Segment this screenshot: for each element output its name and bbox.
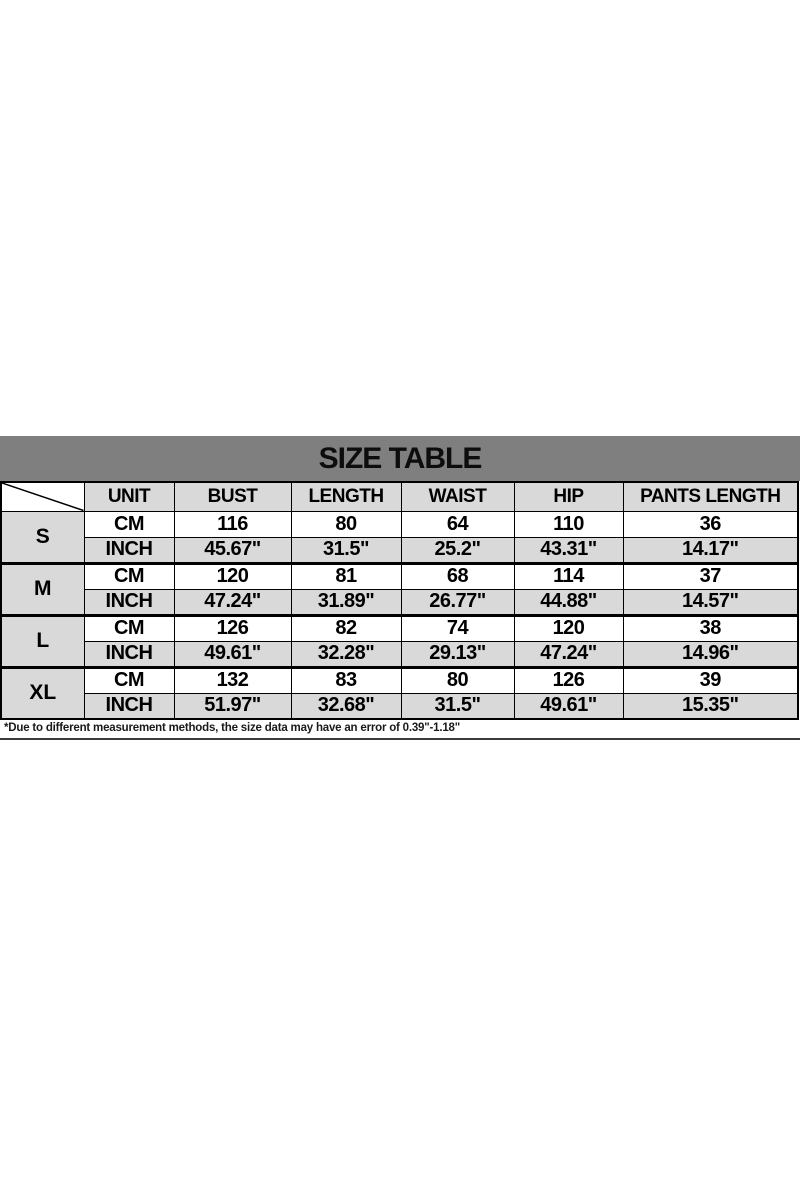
unit-cell: INCH: [84, 589, 174, 615]
value-cell: 37: [623, 563, 798, 589]
value-cell: 14.57": [623, 589, 798, 615]
value-cell: 126: [514, 667, 623, 693]
col-header-bust: BUST: [174, 482, 291, 511]
value-cell: 15.35": [623, 693, 798, 719]
unit-cell: INCH: [84, 537, 174, 563]
value-cell: 29.13": [401, 641, 514, 667]
unit-cell: INCH: [84, 641, 174, 667]
value-cell: 110: [514, 511, 623, 537]
table-row-xl-inch: [1, 693, 798, 719]
value-cell: 39: [623, 667, 798, 693]
value-cell: 64: [401, 511, 514, 537]
unit-cell: INCH: [84, 693, 174, 719]
value-cell: 68: [401, 563, 514, 589]
footnote: *Due to different measurement methods, the size data may have an error of 0.39"-1.18": [4, 722, 460, 734]
table-row-m-cm: [1, 563, 798, 589]
value-cell: 43.31": [514, 537, 623, 563]
size-label-m: M: [1, 563, 84, 615]
col-header-pants-length: PANTS LENGTH: [623, 482, 798, 511]
size-chart: [0, 436, 800, 740]
value-cell: 132: [174, 667, 291, 693]
value-cell: 14.17": [623, 537, 798, 563]
size-diagonal-cell: [1, 482, 84, 511]
col-header-length: LENGTH: [291, 482, 401, 511]
table-row-m-inch: [1, 589, 798, 615]
value-cell: 83: [291, 667, 401, 693]
value-cell: 74: [401, 615, 514, 641]
value-cell: 49.61": [514, 693, 623, 719]
value-cell: 32.68": [291, 693, 401, 719]
value-cell: 14.96": [623, 641, 798, 667]
size-label-s: S: [1, 511, 84, 563]
value-cell: 120: [174, 563, 291, 589]
table-row-l-cm: [1, 615, 798, 641]
table-row-s-inch: [1, 537, 798, 563]
value-cell: 47.24": [514, 641, 623, 667]
value-cell: 31.89": [291, 589, 401, 615]
header-row: [1, 482, 798, 511]
value-cell: 38: [623, 615, 798, 641]
value-cell: 44.88": [514, 589, 623, 615]
table-row-xl-cm: [1, 667, 798, 693]
table-row-s-cm: [1, 511, 798, 537]
value-cell: 31.5": [401, 693, 514, 719]
col-header-unit: UNIT: [84, 482, 174, 511]
value-cell: 32.28": [291, 641, 401, 667]
unit-cell: CM: [84, 563, 174, 589]
col-header-waist: WAIST: [401, 482, 514, 511]
value-cell: 26.77": [401, 589, 514, 615]
value-cell: 120: [514, 615, 623, 641]
value-cell: 80: [401, 667, 514, 693]
value-cell: 25.2": [401, 537, 514, 563]
col-header-hip: HIP: [514, 482, 623, 511]
unit-cell: CM: [84, 615, 174, 641]
unit-cell: CM: [84, 511, 174, 537]
value-cell: 51.97": [174, 693, 291, 719]
size-label-l: L: [1, 615, 84, 667]
value-cell: 82: [291, 615, 401, 641]
value-cell: 81: [291, 563, 401, 589]
size-label-xl: XL: [1, 667, 84, 719]
value-cell: 80: [291, 511, 401, 537]
value-cell: 116: [174, 511, 291, 537]
value-cell: 36: [623, 511, 798, 537]
value-cell: 114: [514, 563, 623, 589]
unit-cell: CM: [84, 667, 174, 693]
size-table-title: SIZE TABLE: [0, 436, 800, 481]
table-row-l-inch: [1, 641, 798, 667]
value-cell: 47.24": [174, 589, 291, 615]
value-cell: 45.67": [174, 537, 291, 563]
value-cell: 49.61": [174, 641, 291, 667]
diagonal-line-icon: [2, 483, 84, 511]
value-cell: 31.5": [291, 537, 401, 563]
bottom-divider: [0, 738, 800, 740]
value-cell: 126: [174, 615, 291, 641]
size-table: [0, 481, 799, 720]
